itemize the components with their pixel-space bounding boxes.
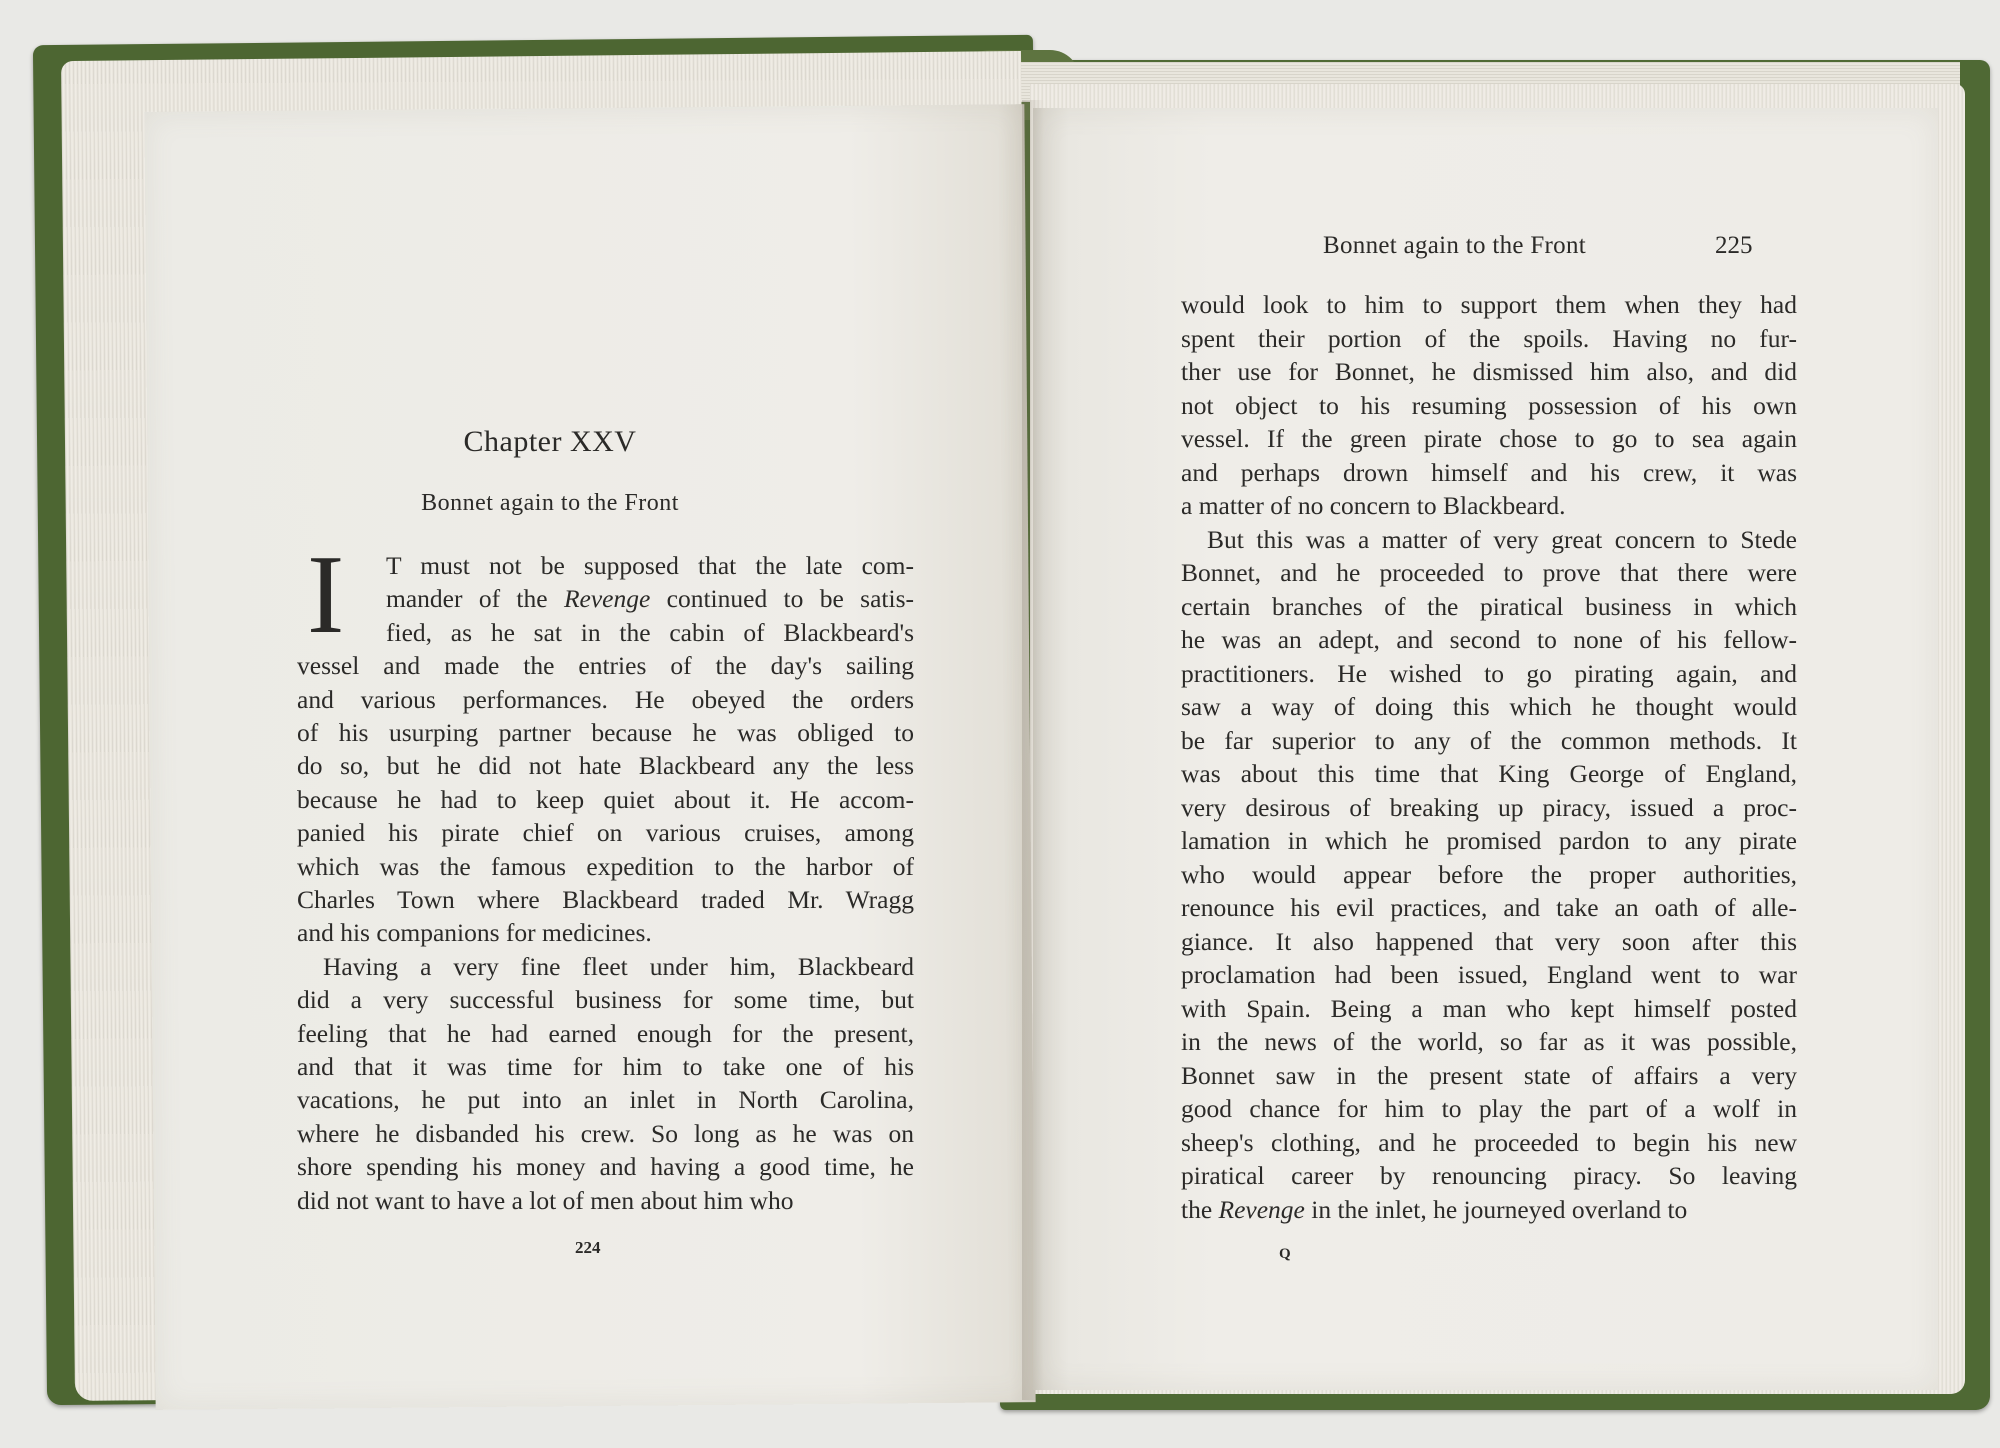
- text-line: proclamation had been issued, England went to war: [1181, 960, 1797, 989]
- text-line: certain branches of the piratical business in which: [1181, 591, 1797, 621]
- text-line: fied, as he sat in the cabin of Blackbeard's: [386, 617, 914, 647]
- drop-cap: I: [307, 533, 345, 657]
- text-line: where he disbanded his crew. So long as he was on: [297, 1118, 914, 1148]
- book-gutter: [1022, 100, 1044, 1400]
- text-line: But this was a matter of very great concern to Stede: [1207, 524, 1797, 554]
- text-line: good chance for him to play the part of a wolf in: [1181, 1094, 1797, 1123]
- text-line: would look to him to support them when they had: [1181, 290, 1797, 319]
- text-line: the Revenge in the inlet, he journeyed overland to: [1181, 1194, 1688, 1224]
- text-line: a matter of no concern to Blackbeard.: [1181, 491, 1566, 520]
- text-line: Bonnet saw in the present state of affairs a very: [1181, 1060, 1797, 1090]
- page-number-left: 224: [575, 1238, 601, 1257]
- text-line: of his usurping partner because he was obliged to: [297, 718, 914, 747]
- text-line: vessel and made the entries of the day's sailing: [297, 651, 914, 681]
- text-line: and perhaps drown himself and his crew, it was: [1181, 457, 1797, 487]
- text-line: shore spending his money and having a good time, he: [297, 1152, 914, 1182]
- text-line: giance. It also happened that very soon after this: [1181, 926, 1797, 956]
- signature-mark: Q: [1279, 1246, 1291, 1262]
- text-line: with Spain. Being a man who kept himself posted: [1181, 993, 1797, 1023]
- text-line: vacations, he put into an inlet in North Carolina,: [297, 1085, 914, 1115]
- text-line: renounce his evil practices, and take an oath of alle-: [1181, 893, 1797, 922]
- text-line: Bonnet, and he proceeded to prove that there were: [1181, 558, 1797, 587]
- text-line: saw a way of doing this which he thought would: [1181, 692, 1797, 721]
- text-line: in the news of the world, so far as it was possible,: [1181, 1027, 1797, 1056]
- text-line: sheep's clothing, and he proceeded to begin his new: [1181, 1127, 1797, 1157]
- text-line: and various performances. He obeyed the orders: [297, 684, 914, 714]
- text-line: and his companions for medicines.: [297, 918, 652, 948]
- text-line: be far superior to any of the common methods. It: [1181, 725, 1797, 755]
- text-line: T must not be supposed that the late com-: [386, 551, 914, 580]
- text-line: because he had to keep quiet about it. He accom-: [297, 784, 914, 814]
- text-line: Having a very fine fleet under him, Blackbeard: [323, 951, 914, 981]
- chapter-title: Chapter XXV: [463, 425, 637, 458]
- text-line: vessel. If the green pirate chose to go to sea again: [1181, 424, 1797, 453]
- text-line: was about this time that King George of England,: [1181, 759, 1797, 788]
- text-line: mander of the Revenge continued to be satis-: [386, 584, 915, 614]
- text-line: very desirous of breaking up piracy, issued a proc-: [1181, 792, 1797, 822]
- text-line: did a very successful business for some time, but: [297, 985, 914, 1015]
- text-line: and that it was time for him to take one of his: [297, 1052, 914, 1081]
- text-line: he was an adept, and second to none of his fellow-: [1181, 625, 1797, 654]
- text-line: feeling that he had earned enough for the present,: [297, 1018, 914, 1048]
- text-line: Charles Town where Blackbeard traded Mr. Wragg: [297, 885, 914, 914]
- text-line: lamation in which he promised pardon to any pirate: [1181, 826, 1797, 855]
- text-line: spent their portion of the spoils. Having no fur-: [1181, 323, 1797, 353]
- text-line: piratical career by renouncing piracy. So leaving: [1181, 1161, 1797, 1190]
- text-line: do so, but he did not hate Blackbeard any the less: [297, 751, 914, 781]
- text-line: panied his pirate chief on various cruises, among: [297, 818, 914, 848]
- running-head: Bonnet again to the Front: [1323, 232, 1587, 259]
- chapter-subtitle: Bonnet again to the Front: [421, 490, 679, 516]
- text-line: who would appear before the proper authorities,: [1181, 859, 1797, 889]
- text-line: not object to his resuming possession of his own: [1181, 390, 1797, 420]
- text-line: ther use for Bonnet, he dismissed him also, and did: [1181, 357, 1797, 386]
- text-line: did not want to have a lot of men about him who: [297, 1185, 794, 1215]
- text-line: practitioners. He wished to go pirating again, and: [1181, 658, 1797, 688]
- page-number-right: 225: [1715, 232, 1753, 259]
- text-line: which was the famous expedition to the harbor of: [297, 851, 914, 881]
